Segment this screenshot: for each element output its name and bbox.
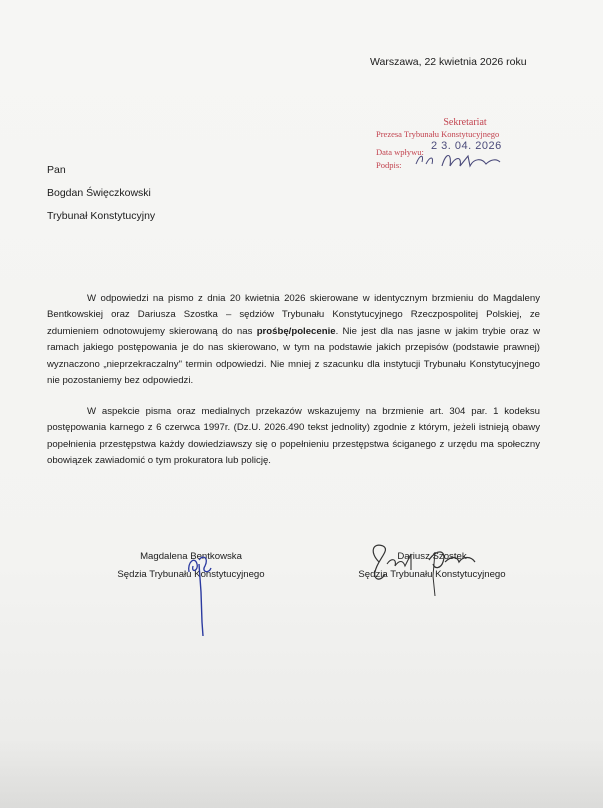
letter-date: Warszawa, 22 kwietnia 2026 roku <box>370 56 527 68</box>
stamp-initials-signature <box>412 152 502 170</box>
addressee-salutation: Pan <box>47 164 66 176</box>
registry-stamp <box>376 117 536 170</box>
stamp-sign-label: Podpis: <box>376 160 402 170</box>
addressee-institution: Trybunał Konstytucyjny <box>47 210 156 222</box>
stamp-title: Sekretariat <box>443 117 487 128</box>
paragraph-1-part1: W odpowiedzi na pismo z dnia 20 kwietnia 2026 skierowane w identycznym brzmieniu do Magdaleny Bentkowskiej oraz Dariusza Szostka – sędziów Trybunału Konstytucyjnego Rzeczpospolitej Polskiej, ze zdumieniem odnotowujemy skierowaną do nas <box>47 293 540 337</box>
stamp-sign-row <box>376 160 536 170</box>
signatory-right-title: Sędzia Trybunału Konstytucyjnego <box>358 569 506 580</box>
paragraph-1-part2: . Nie jest dla nas jasne w jakim trybie oraz w ramach jakiego postępowania je do nas skierowano, w tym na podstawie jakich przepisów (podstawie prawnej) wyznaczono „nieprzekraczalny" termin odpowiedzi. Nie mniej z szacunku dla instytucji Trybunału Konstytucyjnego nie pozostaniemy bez odpowiedzi. <box>47 325 541 387</box>
page-shadow <box>0 738 603 808</box>
addressee-name: Bogdan Święczkowski <box>47 187 151 199</box>
paragraph-1 <box>47 291 540 389</box>
signatory-left-title: Sędzia Trybunału Konstytucyjnego <box>117 569 265 580</box>
signatory-right-name: Dariusz Szostek <box>397 551 467 562</box>
stamp-date-label: Data wpływu: <box>376 147 424 157</box>
handwritten-signature-right <box>365 540 485 600</box>
paragraph-2-text: W aspekcie pisma oraz medialnych przekazów wskazujemy na brzmienie art. 304 par. 1 kodeksu postępowania karnego z 6 czerwca 1997r. (Dz.U. 2026.490 tekst jednolity) zgodnie z którym, jeżeli istnieją obawy popełnienia przestępstwa każdy dowiedziawszy się o popełnieniu przestępstwa ściganego z urzędu ma społeczny obowiązek zawiadomić o tym prokuratora lub policję. <box>47 406 540 467</box>
handwritten-signature-left <box>185 552 215 642</box>
stamp-date-value: 2 3. 04. 2026 <box>431 140 502 152</box>
stamp-subtitle: Prezesa Trybunału Konstytucyjnego <box>376 129 500 139</box>
paragraph-2 <box>47 404 540 470</box>
paragraph-1-bold: prośbę/polecenie <box>256 325 336 337</box>
signatory-left-name: Magdalena Bentkowska <box>140 551 242 562</box>
